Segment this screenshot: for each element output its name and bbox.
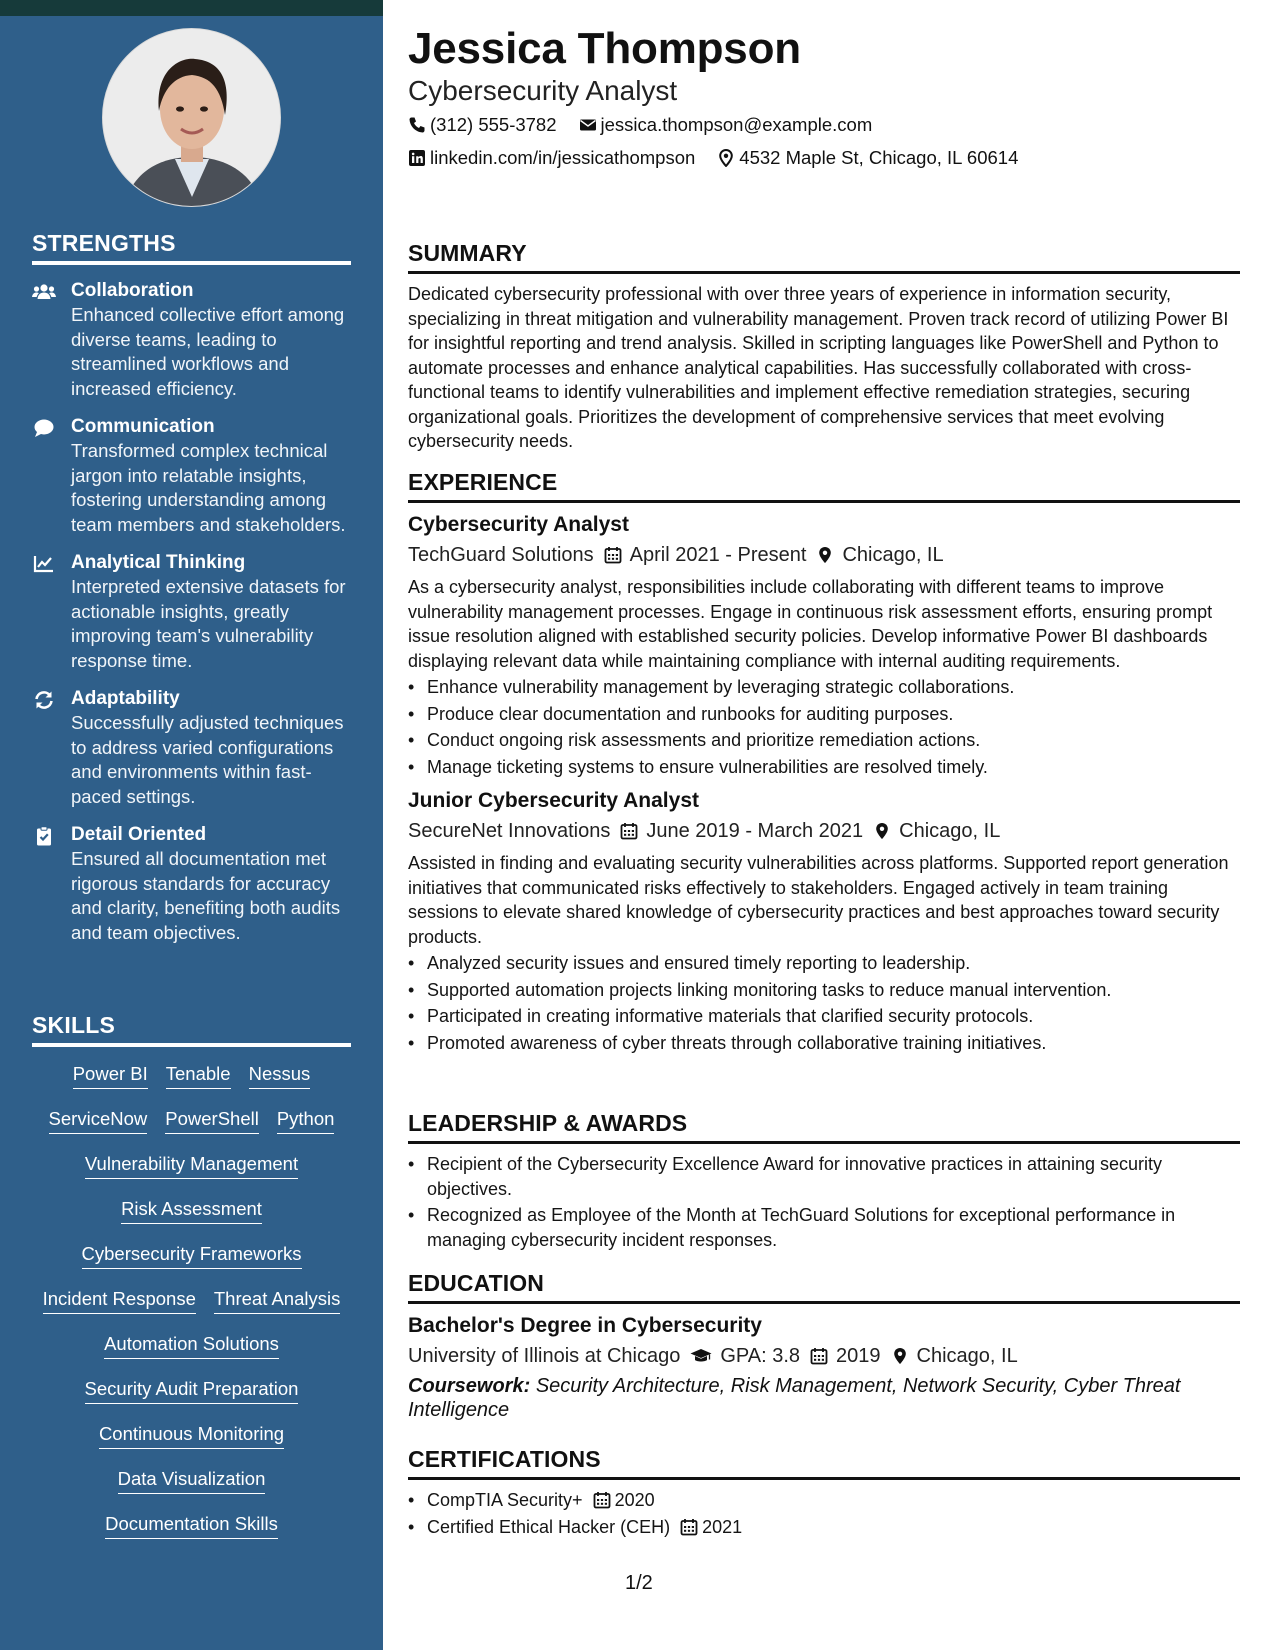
strength-title: Collaboration	[71, 280, 194, 301]
users-icon	[32, 282, 56, 302]
bullet-item: • Conduct ongoing risk assessments and prioritize remediation actions.	[408, 728, 1240, 753]
strength-title: Detail Oriented	[71, 824, 207, 845]
job-bullets	[408, 951, 1240, 1055]
strength-description: Ensured all documentation met rigorous standards for accuracy and clarity, benefiting both audits and team objectives.	[71, 848, 341, 943]
location-text: Chicago, IL	[899, 820, 1001, 842]
skills-section	[32, 1012, 351, 1558]
certification-name: • Certified Ethical Hacker (CEH)	[427, 1516, 671, 1537]
linkedin-text[interactable]: linkedin.com/in/jessicathompson	[430, 147, 696, 168]
strength-item	[32, 415, 351, 537]
degree-title: Bachelor's Degree in Cybersecurity	[408, 1314, 762, 1337]
certifications-section	[408, 1446, 1240, 1539]
sync-icon	[32, 690, 56, 710]
strength-description: Interpreted extensive datasets for actionable insights, greatly improving team's vulnerability response time.	[71, 576, 346, 671]
job-location	[816, 543, 943, 567]
bullet-item: • Participated in creating informative materials that clarified security protocols.	[408, 1004, 1240, 1029]
strength-title: Adaptability	[71, 688, 180, 709]
map-marker-icon	[816, 546, 834, 564]
summary-text: Dedicated cybersecurity professional with over three years of experience in information security, specializing in threat mitigation and vulnerability management. Proven track record of utilizing Power BI for insightful reporting and trend analysis. Skilled in scripting languages like PowerShell and Python to automate processes and enhance analytical capabilities. Has successfully collaborated with cross-functional teams to identify vulnerabilities and implement effective remediation strategies, securing organizational goals. Prioritizes the development of comprehensive services that meet evolving cybersecurity needs.	[408, 284, 1229, 451]
page-number: 1/2	[625, 1572, 653, 1594]
contact-row-1	[408, 114, 872, 136]
job-title: Cybersecurity Analyst	[408, 513, 629, 536]
sidebar	[0, 0, 383, 1650]
job-description: Assisted in finding and evaluating security vulnerabilities across platforms. Supported report generation initiatives that communicated risks effectively to stakeholders. Engaged actively in team training sessions to elevate shared knowledge of cybersecurity practices and best approaches toward security products.	[408, 853, 1229, 947]
strength-title: Communication	[71, 416, 215, 437]
skills-heading: SKILLS	[32, 1012, 351, 1047]
skill-row	[32, 1423, 351, 1468]
certifications-heading: CERTIFICATIONS	[408, 1446, 1240, 1480]
strength-description: Transformed complex technical jargon into relatable insights, fostering understanding among team members and stakeholders.	[71, 440, 346, 535]
skill-tag: Tenable	[166, 1063, 231, 1089]
candidate-name: Jessica Thompson	[408, 24, 801, 73]
dates-text: April 2021 - Present	[629, 544, 807, 566]
company-text: TechGuard Solutions	[408, 544, 594, 566]
skill-tag: Security Audit Preparation	[85, 1378, 299, 1404]
strength-item	[32, 823, 351, 945]
location-text: Chicago, IL	[842, 544, 944, 566]
skill-row	[32, 1513, 351, 1558]
skill-row	[32, 1288, 351, 1333]
award-item: • Recognized as Employee of the Month at TechGuard Solutions for exceptional performance in managing cybersecurity incident responses.	[408, 1203, 1240, 1252]
bullet-item: • Manage ticketing systems to ensure vulnerabilities are resolved timely.	[408, 755, 1240, 780]
skill-tag: Python	[277, 1108, 335, 1134]
calendar-icon	[604, 546, 622, 564]
skill-tag: Automation Solutions	[104, 1333, 279, 1359]
gpa-text: GPA: 3.8	[720, 1345, 801, 1367]
phone-icon	[408, 116, 426, 134]
calendar-icon	[593, 1491, 611, 1509]
summary-section	[408, 240, 1240, 454]
job-description: As a cybersecurity analyst, responsibilities include collaborating with different teams to improve vulnerability management processes. Engage in continuous risk assessment efforts, ensuring prompt issue resolution aligned with established security policies. Develop informative Power BI dashboards displaying relevant data while maintaining compliance with internal auditing requirements.	[408, 577, 1213, 671]
experience-section	[408, 469, 1240, 1055]
skill-tag: Nessus	[249, 1063, 311, 1089]
skill-tag: Data Visualization	[118, 1468, 266, 1494]
skill-row	[32, 1378, 351, 1423]
job-meta	[408, 543, 1240, 567]
bullet-item: • Supported automation projects linking monitoring tasks to reduce manual intervention.	[408, 978, 1240, 1003]
coursework	[408, 1374, 1240, 1422]
job-bullets	[408, 675, 1240, 779]
envelope-icon	[579, 116, 597, 134]
strength-description: Enhanced collective effort among diverse teams, leading to streamlined workflows and increased efficiency.	[71, 304, 345, 399]
company-text: SecureNet Innovations	[408, 820, 611, 842]
bullet-item: • Produce clear documentation and runbooks for auditing purposes.	[408, 702, 1240, 727]
skill-row	[32, 1153, 351, 1198]
calendar-icon	[620, 822, 638, 840]
email-text[interactable]: jessica.thompson@example.com	[600, 114, 873, 135]
award-item: • Recipient of the Cybersecurity Excellence Award for innovative practices in attaining security objectives.	[408, 1152, 1240, 1201]
map-marker-icon	[717, 149, 735, 167]
bullet-item: • Analyzed security issues and ensured timely reporting to leadership.	[408, 951, 1240, 976]
school-name	[408, 1344, 680, 1368]
summary-heading: SUMMARY	[408, 240, 1240, 274]
education-heading: EDUCATION	[408, 1270, 1240, 1304]
education-section	[408, 1270, 1240, 1422]
skill-row	[32, 1063, 351, 1108]
map-marker-icon	[873, 822, 891, 840]
job-dates	[604, 543, 807, 567]
strength-item	[32, 687, 351, 809]
strength-item	[32, 279, 351, 401]
skill-tag: Documentation Skills	[105, 1513, 278, 1539]
skill-row	[32, 1468, 351, 1513]
strength-description: Successfully adjusted techniques to address varied configurations and environments within fast-paced settings.	[71, 712, 344, 807]
linkedin-icon	[408, 149, 426, 167]
skill-tag: Cybersecurity Frameworks	[82, 1243, 302, 1269]
job-dates	[620, 819, 863, 843]
job-title: Junior Cybersecurity Analyst	[408, 789, 699, 812]
skill-tag: Incident Response	[43, 1288, 196, 1314]
strength-item	[32, 551, 351, 673]
certification-name: • CompTIA Security+	[427, 1490, 583, 1510]
linkedin-contact[interactable]	[408, 147, 695, 169]
certification-year-text: 2021	[702, 1516, 743, 1537]
education-location	[891, 1344, 1018, 1368]
profile-photo-illustration	[103, 29, 281, 207]
location-text: Chicago, IL	[916, 1345, 1018, 1367]
bullet-item: • Promoted awareness of cyber threats through collaborative training initiatives.	[408, 1031, 1240, 1056]
year-text: 2019	[836, 1345, 881, 1367]
skill-tag: PowerShell	[165, 1108, 259, 1134]
profile-photo	[102, 28, 281, 207]
certification-year-text: 2020	[614, 1490, 655, 1510]
comment-icon	[32, 418, 56, 438]
skill-tag: Power BI	[73, 1063, 148, 1089]
certification-item	[408, 1515, 1240, 1540]
certification-row	[427, 1488, 1240, 1513]
map-marker-icon	[891, 1347, 909, 1365]
skill-row	[32, 1108, 351, 1153]
graduation-cap-icon	[690, 1347, 712, 1365]
phone-contact	[408, 114, 557, 136]
gpa	[690, 1344, 800, 1368]
job-location	[873, 819, 1000, 843]
education-meta	[408, 1344, 1240, 1368]
skill-tag: ServiceNow	[49, 1108, 148, 1134]
skills-list	[32, 1063, 351, 1558]
strengths-section	[32, 230, 351, 945]
calendar-icon	[680, 1518, 698, 1536]
contact-row-2	[408, 147, 1018, 169]
experience-heading: EXPERIENCE	[408, 469, 1240, 503]
skill-row	[32, 1333, 351, 1378]
certifications-list	[408, 1488, 1240, 1539]
chart-line-icon	[32, 554, 56, 574]
graduation-year	[810, 1344, 881, 1368]
job-entry	[408, 512, 1240, 779]
company-name	[408, 819, 610, 843]
awards-section	[408, 1110, 1240, 1252]
sidebar-top-band	[0, 0, 383, 16]
coursework-text: Security Architecture, Risk Management, Network Security, Cyber Threat Intelligence	[408, 1375, 1181, 1421]
certification-year	[593, 1488, 655, 1513]
certification-year	[680, 1515, 742, 1540]
calendar-icon	[810, 1347, 828, 1365]
candidate-title: Cybersecurity Analyst	[408, 75, 678, 106]
awards-heading: LEADERSHIP & AWARDS	[408, 1110, 1240, 1144]
skill-tag: Vulnerability Management	[85, 1153, 298, 1179]
bullet-item: • Enhance vulnerability management by leveraging strategic collaborations.	[408, 675, 1240, 700]
strength-title: Analytical Thinking	[71, 552, 246, 573]
certification-item	[408, 1488, 1240, 1513]
address-text: 4532 Maple St, Chicago, IL 60614	[739, 147, 1019, 168]
school-text: University of Illinois at Chicago	[408, 1345, 681, 1367]
phone-text: (312) 555-3782	[430, 114, 557, 135]
job-entry	[408, 788, 1240, 1055]
awards-list	[408, 1152, 1240, 1252]
strengths-heading: STRENGTHS	[32, 230, 351, 265]
skill-row	[32, 1243, 351, 1288]
address-contact	[717, 147, 1018, 169]
job-meta	[408, 819, 1240, 843]
clipboard-check-icon	[32, 826, 56, 846]
skill-row	[32, 1198, 351, 1243]
skill-tag: Threat Analysis	[214, 1288, 340, 1314]
skill-tag: Continuous Monitoring	[99, 1423, 284, 1449]
email-contact[interactable]	[579, 114, 873, 136]
dates-text: June 2019 - March 2021	[646, 820, 864, 842]
company-name	[408, 543, 594, 567]
coursework-label: Coursework:	[408, 1375, 531, 1397]
certification-row	[427, 1515, 1240, 1540]
skill-tag: Risk Assessment	[121, 1198, 262, 1224]
